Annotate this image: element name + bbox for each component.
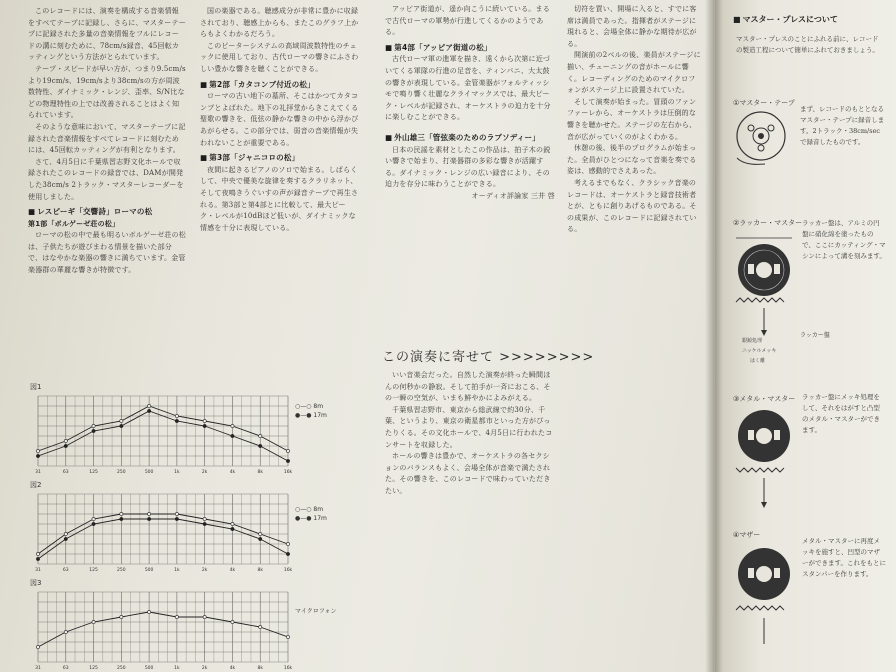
data-point: [36, 449, 39, 452]
data-point: [175, 615, 178, 618]
paragraph: 休憩の後、後半のプログラムが始まった。全員がひとつになって音楽を奏でる姿は、感動的でさえあった。: [567, 144, 697, 176]
chart-3: [35, 592, 292, 671]
paragraph: アッピア街道が、遥か向こうに続いている。まるで古代ローマの軍勢が行進してくるかのようである。: [385, 5, 550, 37]
step-mother-label: ④マザー: [733, 531, 761, 539]
legend-entry: ●—● 17m: [295, 412, 327, 419]
data-point: [286, 449, 289, 452]
paragraph: ローマの松の中で最も明るいボルゲーゼ荘の松は、子供たちが遊びまわる情景を描いた部分で、はなやかな楽器の響きに満ちています。金管楽器群の華麗な響きが特徴です。: [28, 231, 186, 275]
figure-2-label: 図2: [30, 481, 42, 489]
data-point: [92, 424, 95, 427]
data-point: [36, 552, 39, 555]
x-tick-label: 500: [144, 568, 154, 573]
x-tick-label: 31: [35, 568, 41, 573]
x-tick-label: 500: [144, 470, 154, 475]
x-tick-label: 4k: [229, 568, 236, 573]
middle-column: [200, 6, 360, 234]
legend-entry: マイクロフォン: [295, 608, 337, 615]
data-point: [64, 630, 67, 633]
data-point: [148, 512, 151, 515]
step-metal-label: ③メタル・マスター: [733, 395, 796, 403]
figure-1-label: 図1: [30, 383, 42, 391]
data-point: [64, 444, 67, 447]
x-tick-label: 4k: [229, 666, 236, 671]
data-point: [64, 537, 67, 540]
chart-1: [35, 396, 292, 475]
data-point: [259, 444, 262, 447]
data-point: [259, 532, 262, 535]
x-tick-label: 1k: [174, 568, 180, 573]
step-master-tape-desc: まず、レコードのもととなるマスター・テープに録音します。2トラック・38cm/secで録音したものです。: [800, 105, 885, 146]
x-tick-label: 1k: [174, 666, 180, 671]
reel-icon: [735, 108, 791, 168]
step-metal-desc: ラッカー盤にメッキ処理をして、それをはがすと凸型のメタル・マスターができます。: [802, 393, 880, 434]
paragraph: そのような意味において、マスターテープに記録された音楽情報をすべてレコードに刻むためには、45回転カッティングが有利となります。: [28, 122, 186, 155]
data-point: [120, 517, 123, 520]
series-line-8m: [38, 406, 288, 451]
step-mother-desc: メタル・マスターに再度メッキを施すと、凹型のマザーができます。これをもとにスタンパーを作ります。: [802, 537, 886, 578]
data-point: [259, 625, 262, 628]
data-point: [64, 439, 67, 442]
data-point: [148, 610, 151, 613]
data-point: [175, 512, 178, 515]
subsection-heading-borghese: 第1部「ボルゲーゼ荘の松」: [28, 219, 120, 228]
x-tick-label: 16k: [283, 470, 293, 475]
x-tick-label: 2k: [201, 470, 208, 475]
data-point: [286, 542, 289, 545]
data-point: [259, 434, 262, 437]
step-master-tape-label: ①マスター・テープ: [733, 99, 795, 107]
chart-2: [35, 494, 292, 573]
essay-title: この演奏に寄せて >>>>>>>>: [382, 350, 595, 365]
paragraph: いい音楽会だった。自然した演奏が終った瞬間ほんの何秒かの静寂。そして拍手が一斉におこる、その一瞬の空気が、いまも鮮やかによみがえる。: [385, 371, 551, 403]
data-point: [148, 409, 151, 412]
step-lacquer-desc: ラッカー盤は、アルミの円盤に硝化綿を塗ったもので、ここにカッティング・マシンによって溝を刻みます。: [802, 219, 886, 260]
data-point: [203, 517, 206, 520]
paragraph: 切符を買い、開場に入ると、すでに客席は満員であった。指揮者がステージに現れると、会場全体に静かな期待が広がる。: [567, 5, 697, 48]
series-line-17m: [38, 519, 288, 559]
paragraph: そして演奏が始まった。冒頭のファンファーレから、オーケストラは圧倒的な響きを聴かせた。ステージの左右から、音が広がっていくのがよくわかる。: [567, 97, 697, 141]
legend-entry: ●—● 17m: [295, 515, 327, 522]
section-heading-catacomb: ■ 第2部「カタコンブ付近の松」: [200, 79, 360, 91]
figure-1-legend: [295, 402, 327, 420]
lacquer-caption: ラッカー盤: [800, 332, 830, 339]
essay-body: [385, 370, 555, 498]
x-tick-label: 63: [62, 666, 69, 671]
data-point: [231, 527, 234, 530]
x-tick-label: 63: [62, 568, 69, 573]
data-point: [36, 645, 39, 648]
data-point: [203, 615, 206, 618]
paragraph: ホールの響きは豊かで、オーケストラの各セクションのバランスもよく、会場全体が音楽で満たされた。その響きを、このレコードで味わっていただきたい。: [385, 452, 551, 495]
third-column: [385, 4, 555, 203]
x-tick-label: 250: [117, 470, 126, 475]
paragraph: 考えるまでもなく、クラシック音楽のレコードは、オーケストラと録音技術者とが、ともに創りあげるものである。その成果が、このレコードに記録されている。: [567, 178, 697, 234]
paragraph: さて、4月5日に千葉県習志野文化ホールで収録されたこのレコードの録音では、DAMが開発した38cm/s 2トラック・マスターレコーダーを使用しました。: [28, 157, 184, 201]
x-tick-label: 500: [144, 666, 154, 671]
data-point: [92, 429, 95, 432]
x-tick-label: 125: [89, 470, 98, 475]
data-point: [92, 620, 95, 623]
data-point: [120, 424, 123, 427]
process-label: はく離: [750, 358, 766, 364]
data-point: [231, 522, 234, 525]
data-point: [120, 419, 123, 422]
data-point: [286, 552, 289, 555]
data-point: [203, 424, 206, 427]
x-tick-label: 8k: [257, 666, 263, 671]
book-gutter: [705, 0, 723, 672]
figure-3-legend: [295, 606, 336, 615]
x-tick-label: 125: [89, 666, 98, 671]
left-column: [28, 6, 186, 277]
data-point: [92, 522, 95, 525]
fourth-column: [567, 4, 702, 236]
process-label: 銀鏡処理: [742, 338, 763, 344]
x-tick-label: 8k: [257, 470, 263, 475]
x-tick-label: 2k: [201, 666, 208, 671]
data-point: [148, 517, 151, 520]
mother-disc-icon: [734, 540, 798, 650]
data-point: [175, 414, 178, 417]
x-tick-label: 31: [35, 666, 41, 671]
paragraph: 開演前の2ベルの後、楽員がステージに揃い、チューニングの音がホールに響く。レコーディングのためのマイクロフォンがステージ上に設置されていた。: [567, 51, 701, 95]
data-point: [286, 459, 289, 462]
x-tick-label: 31: [35, 470, 41, 475]
paragraph: 古代ローマ軍の進軍を描き、遠くから次第に近づいてくる軍隊の行進の足音を、ティンパニ、大太鼓の響きが表現している。金管楽器がフォルティッシモで鳴り響く壮麗なクライマックスでは、最大ピーク・レベルが記録され、オーケストラの迫力を十分に楽しむことができる。: [385, 55, 551, 122]
lacquer-disc-icon: [734, 230, 798, 340]
data-point: [231, 424, 234, 427]
x-tick-label: 8k: [257, 568, 263, 573]
byline: オーディオ評論家 三井 啓: [471, 191, 555, 200]
data-point: [92, 517, 95, 520]
paragraph: テープ・スピードが早い方が、つまり9.5cm/sより19cm/s、19cm/sより38cm/sの方が周波数特性、ダイナミック・レンジ、歪率、S/N比などの物理特性の上では改善されることはよく知られています。: [28, 64, 186, 120]
legend-entry: ○—○ 8m: [295, 403, 324, 410]
data-point: [203, 522, 206, 525]
data-point: [64, 532, 67, 535]
section-heading-appia: ■ 第4部「アッピア街道の松」: [385, 42, 555, 54]
master-press-title: ■ マスター・プレスについて: [733, 14, 838, 25]
section-heading-respighi: ■ レスピーギ「交響詩」ローマの松: [28, 206, 186, 218]
step-lacquer-label: ②ラッカー・マスター: [733, 219, 803, 227]
legend-entry: ○—○ 8m: [295, 506, 324, 513]
paragraph: このレコードには、演奏を構成する音楽情報をすべてテープに記録し、さらに、マスターテープに記録された多量の音楽情報をフルにレコードの溝に刻むために、78cm/s録音、45回転カッティングという方法がとられています。: [28, 7, 186, 62]
x-tick-label: 16k: [283, 568, 293, 573]
paragraph: 国の楽器である。聴感成分が非常に豊かに収録されており、聴感上からも、またこのグラフ上からもよくわかるだろう。: [200, 7, 359, 39]
data-point: [175, 517, 178, 520]
metal-master-disc-icon: [734, 404, 798, 514]
series-line-マイクロフォン: [38, 612, 288, 647]
x-tick-label: 63: [62, 470, 69, 475]
data-point: [259, 537, 262, 540]
x-tick-label: 2k: [201, 568, 208, 573]
data-point: [175, 419, 178, 422]
master-press-intro: マスター・プレスのことにふれる前に、レコードの製造工程について簡単にふれておきましょう。: [736, 35, 879, 54]
data-point: [231, 434, 234, 437]
paragraph: 夜間に起きるピアノのソロで始まる。しばらくして、中央で優美な旋律を奏するクラリネット、そして夜鳴きうぐいすの声が録音テープで再生される。第3部と第4部とに比較して、最大ピーク・レベルが10dBほど低いが、ダイナミックな情感を十分に表現している。: [200, 165, 359, 232]
x-tick-label: 125: [89, 568, 98, 573]
data-point: [231, 620, 234, 623]
data-point: [286, 635, 289, 638]
x-tick-label: 4k: [229, 470, 236, 475]
process-label: ニッケルメッキ: [742, 348, 777, 354]
data-point: [203, 419, 206, 422]
figure-3-label: 図3: [30, 579, 42, 587]
data-point: [120, 615, 123, 618]
frequency-charts: [30, 388, 340, 672]
data-point: [36, 557, 39, 560]
data-point: [148, 404, 151, 407]
paragraph: このピーターシステムの高域周波数特性のチェックに使用しており、古代ローマの響きにふさわしい豊かな響きを聴くことができる。: [200, 41, 359, 73]
paragraph: 日本の民謡を素材としたこの作品は、拍子木の鋭い響きで始まり、打楽器群の多彩な響きが活躍する。ダイナミック・レンジの広い録音により、その迫力を存分に味わうことができる。: [385, 145, 551, 189]
x-tick-label: 250: [117, 666, 126, 671]
x-tick-label: 250: [117, 568, 126, 573]
section-heading-rhapsody: ■ 外山雄三「管弦楽のためのラプソディー」: [385, 132, 555, 144]
x-tick-label: 16k: [283, 666, 293, 671]
figure-2-legend: [295, 505, 327, 523]
section-heading-janiculum: ■ 第3部「ジャニコロの松」: [200, 152, 360, 164]
x-tick-label: 1k: [174, 470, 180, 475]
data-point: [36, 454, 39, 457]
paragraph: ローマの古い地下の墓所、そこはかつてカタコンブとよばれた。地下の礼拝堂からきこえてくる聖歌の響きを、低弦の静かな響きの中から浮かびあがらせる。この部分では、弱音の音楽情報が失われないことが重要である。: [200, 92, 359, 147]
data-point: [120, 512, 123, 515]
paragraph: 千葉県習志野市、東京から総武線で約30分、千葉、というより、東京の衛星都市といった方がぴったりくる。その文化ホールで、4月5日に行われたコンサートを収録した。: [385, 405, 553, 449]
